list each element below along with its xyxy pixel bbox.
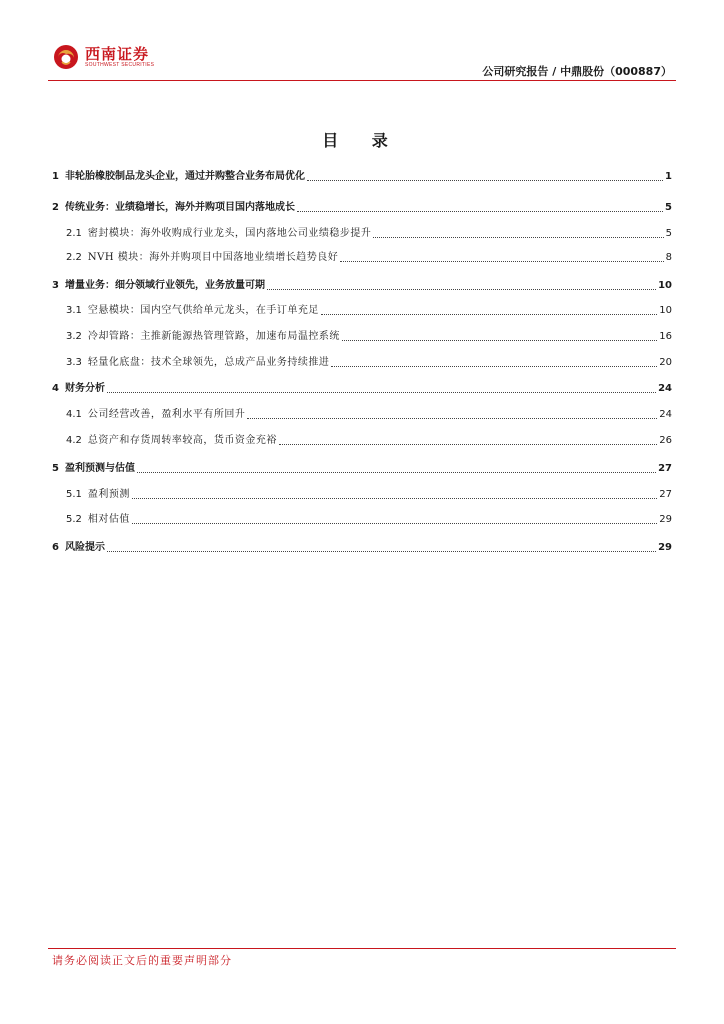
toc-entry-page: 29 [658, 542, 672, 553]
company-logo [53, 44, 154, 70]
toc-entry-number: 3.3 [66, 357, 82, 368]
toc-entry-label: 空悬模块：国内空气供给单元龙头，在手订单充足 [87, 305, 319, 316]
toc-entry-label: 公司经营改善，盈利水平有所回升 [87, 409, 246, 420]
toc-entry-label: 财务分析 [64, 383, 105, 394]
toc-entry[interactable] [52, 279, 672, 293]
toc-entry-number: 4 [52, 383, 59, 394]
toc-entry-page: 24 [658, 383, 672, 394]
toc-entry-number: 4.1 [66, 409, 82, 420]
toc-entry-page: 8 [665, 252, 672, 263]
toc-entry-label: 增量业务：细分领域行业领先，业务放量可期 [64, 280, 265, 291]
toc-entry-page: 29 [659, 514, 672, 525]
toc-entry-label: 传统业务：业绩稳增长，海外并购项目国内落地成长 [64, 202, 295, 213]
toc-leader [137, 471, 656, 473]
toc-entry[interactable] [52, 251, 672, 265]
header-divider [48, 80, 676, 81]
toc-entry-label: 总资产和存货周转率较高，货币资金充裕 [87, 435, 277, 446]
toc-leader [132, 497, 657, 499]
toc-leader [297, 210, 663, 212]
toc-entry-label: 非轮胎橡胶制品龙头企业，通过并购整合业务布局优化 [64, 171, 305, 182]
toc-entry-number: 3.2 [66, 331, 82, 342]
toc-entry-number: 6 [52, 542, 59, 553]
logo-name-cn: 西南证券 [85, 44, 150, 63]
toc-entry-number: 5 [52, 463, 59, 474]
toc-entry-label: 密封模块：海外收购成行业龙头，国内落地公司业绩稳步提升 [87, 228, 372, 239]
toc-entry[interactable] [52, 462, 672, 476]
toc-entry-number: 5.1 [66, 489, 82, 500]
toc-leader [340, 260, 663, 262]
toc-entry-page: 20 [659, 357, 672, 368]
report-info: 公司研究报告 / 中鼎股份（000887） [482, 65, 672, 78]
toc-leader [267, 288, 656, 290]
toc-entry-page: 1 [665, 171, 672, 182]
toc-entry-number: 2 [52, 202, 59, 213]
toc-entry-page: 5 [665, 202, 672, 213]
toc-entry-page: 10 [659, 305, 672, 316]
footer-divider [48, 948, 676, 949]
toc-entry[interactable] [52, 513, 672, 527]
footer-disclaimer-notice: 请务必阅读正文后的重要声明部分 [52, 954, 232, 967]
toc-entry[interactable] [52, 227, 672, 241]
logo-emblem-icon [53, 44, 79, 70]
toc-entry-number: 2.1 [66, 228, 82, 239]
toc-entry-label: 冷却管路：主推新能源热管理管路，加速布局温控系统 [87, 331, 340, 342]
toc-entry-label: 轻量化底盘：技术全球领先，总成产品业务持续推进 [87, 357, 330, 368]
toc-title: 目 录 [322, 131, 402, 150]
page-header [0, 0, 724, 82]
toc-entry[interactable] [52, 434, 672, 448]
toc-entry-label: 盈利预测与估值 [64, 463, 135, 474]
toc-entry[interactable] [52, 201, 672, 215]
toc-entry[interactable] [52, 170, 672, 184]
toc-entry-number: 2.2 [66, 252, 82, 263]
toc-entry-page: 27 [659, 489, 672, 500]
toc-leader [107, 550, 656, 552]
toc-leader [307, 179, 663, 181]
toc-entry-page: 24 [659, 409, 672, 420]
toc-entry-page: 27 [658, 463, 672, 474]
toc-entry-page: 26 [659, 435, 672, 446]
toc-entry-number: 4.2 [66, 435, 82, 446]
toc-entry[interactable] [52, 382, 672, 396]
toc-entry-number: 3 [52, 280, 59, 291]
toc-entry-label: 盈利预测 [87, 489, 130, 500]
logo-text [85, 46, 154, 69]
toc-entry[interactable] [52, 408, 672, 422]
toc-entry-label: 风险提示 [64, 542, 105, 553]
toc-entry[interactable] [52, 330, 672, 344]
toc-leader [321, 313, 657, 315]
logo-name-en: SOUTHWEST SECURITIES [85, 61, 155, 68]
toc-leader [247, 417, 657, 419]
toc-entry-page: 16 [659, 331, 672, 342]
toc-entry-label: 相对估值 [87, 514, 130, 525]
toc-entry-label: NVH 模块：海外并购项目中国落地业绩增长趋势良好 [87, 252, 339, 263]
toc-leader [342, 339, 657, 341]
toc-leader [132, 522, 657, 524]
toc-entry[interactable] [52, 541, 672, 555]
toc-entry[interactable] [52, 356, 672, 370]
toc-leader [373, 236, 663, 238]
toc-entry[interactable] [52, 488, 672, 502]
toc-leader [279, 443, 657, 445]
toc-entry-page: 5 [665, 228, 672, 239]
toc-entry-number: 1 [52, 171, 59, 182]
toc-entry-number: 5.2 [66, 514, 82, 525]
toc-leader [331, 365, 657, 367]
toc-entry-number: 3.1 [66, 305, 82, 316]
toc-entry[interactable] [52, 304, 672, 318]
toc-entry-page: 10 [658, 280, 672, 291]
toc-leader [107, 391, 656, 393]
